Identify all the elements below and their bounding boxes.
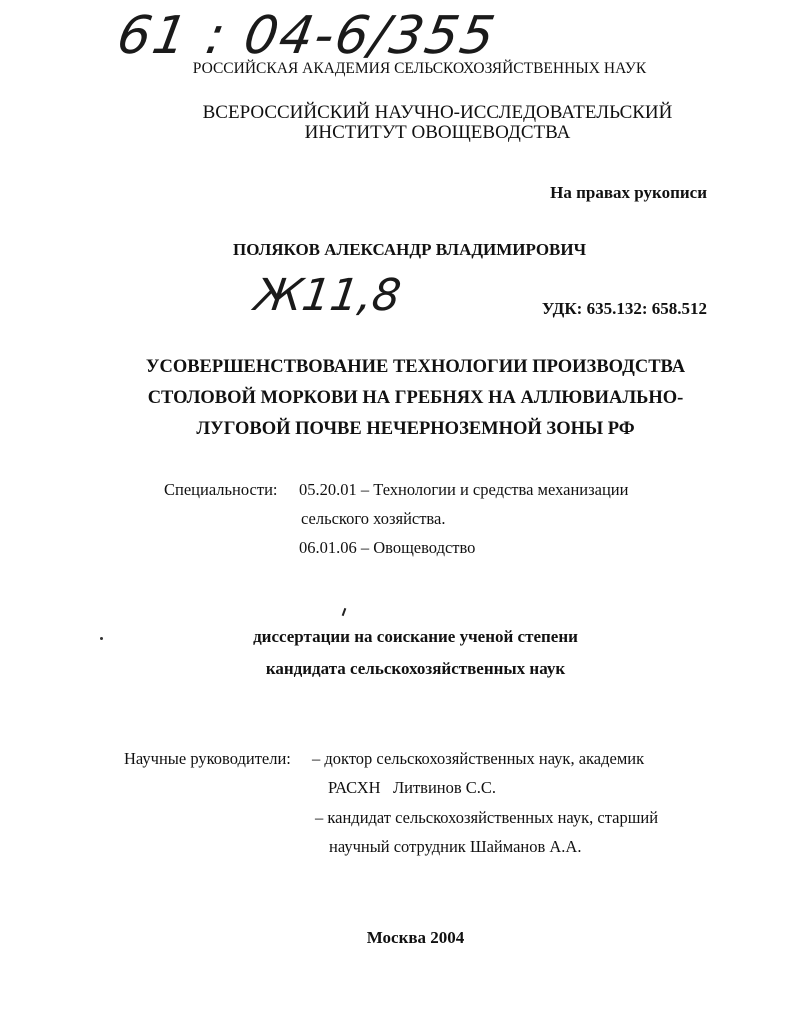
institute-name-line2: ИНСТИТУТ ОВОЩЕВОДСТВА bbox=[304, 122, 571, 143]
manuscript-rights: На правах рукописи bbox=[550, 183, 707, 202]
dissertation-line1: диссертации на соискание ученой степени bbox=[253, 627, 578, 646]
academy-name: РОССИЙСКАЯ АКАДЕМИЯ СЕЛЬСКОХОЗЯЙСТВЕННЫХ НАУК bbox=[192, 60, 647, 77]
supervisor-2-line2: научный сотрудник Шайманов А.А. bbox=[329, 837, 582, 856]
supervisor-1-line1: – доктор сельскохозяйственных наук, академик bbox=[312, 749, 645, 768]
handwritten-catalog-number: 61 : 04-6/355 bbox=[112, 6, 501, 66]
stray-mark bbox=[342, 608, 347, 616]
author-name: ПОЛЯКОВ АЛЕКСАНДР ВЛАДИМИРОВИЧ bbox=[233, 240, 587, 259]
city-year: Москва 2004 bbox=[366, 928, 465, 947]
supervisor-2-line1: – кандидат сельскохозяйственных наук, старший bbox=[315, 808, 659, 827]
specialty-1-line2: сельского хозяйства. bbox=[301, 509, 446, 528]
dissertation-line2: кандидата сельскохозяйственных наук bbox=[265, 659, 566, 678]
institute-name-line1: ВСЕРОССИЙСКИЙ НАУЧНО-ИССЛЕДОВАТЕЛЬСКИЙ bbox=[202, 102, 673, 123]
specialty-1-line1: 05.20.01 – Технологии и средства механизации bbox=[299, 480, 629, 499]
supervisor-1-line2: РАСХН Литвинов С.С. bbox=[328, 778, 497, 797]
specialty-2: 06.01.06 – Овощеводство bbox=[299, 538, 476, 557]
thesis-title-line1: УСОВЕРШЕНСТВОВАНИЕ ТЕХНОЛОГИИ ПРОИЗВОДСТВА bbox=[145, 357, 686, 377]
thesis-title-line3: ЛУГОВОЙ ПОЧВЕ НЕЧЕРНОЗЕМНОЙ ЗОНЫ РФ bbox=[196, 419, 635, 439]
udc-code: УДК: 635.132: 658.512 bbox=[541, 299, 707, 318]
handwritten-signature-mark: Ж11,8 bbox=[251, 270, 404, 321]
supervisors-label: Научные руководители: bbox=[124, 749, 291, 768]
thesis-title-line2: СТОЛОВОЙ МОРКОВИ НА ГРЕБНЯХ НА АЛЛЮВИАЛЬНО- bbox=[147, 388, 684, 408]
specialties-label: Специальности: bbox=[164, 480, 278, 499]
